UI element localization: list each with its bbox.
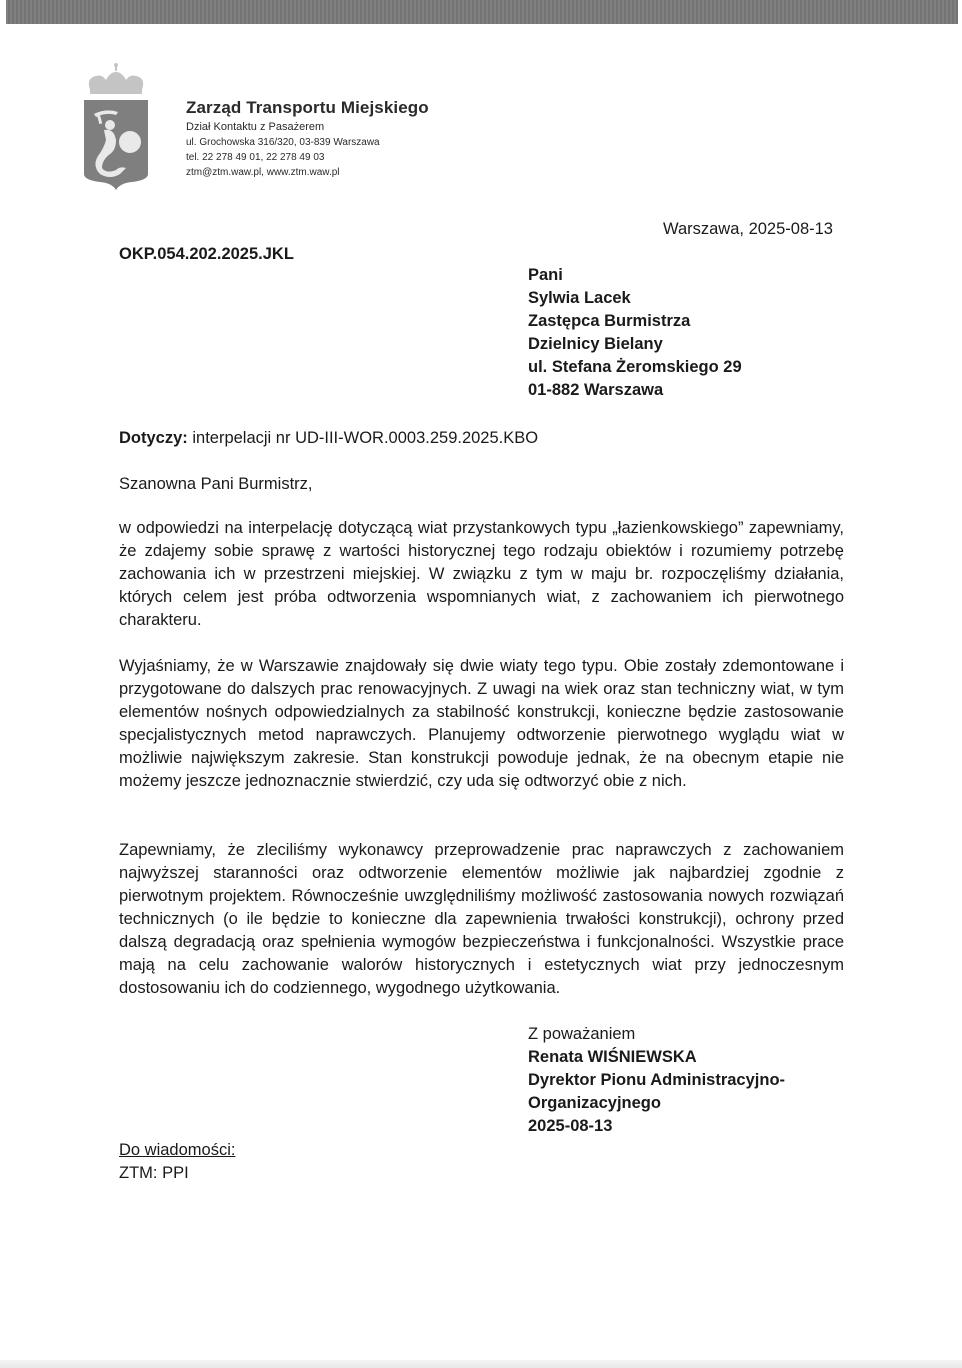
scan-border-top	[6, 0, 958, 24]
recipient-line: Pani	[528, 266, 563, 284]
signatory-title-continued: Organizacyjnego	[528, 1094, 661, 1112]
subject-text: interpelacji nr UD-III-WOR.0003.259.2025.KBO	[187, 429, 539, 447]
letterhead	[186, 98, 429, 180]
cc-recipients: ZTM: PPI	[119, 1164, 189, 1182]
body-paragraph: w odpowiedzi na interpelację dotyczącą wiat przystankowych typu „łazienkowskiego” zapewniamy, że zdajemy sobie sprawę z wartości historycznej tego rodzaju obiektów i rozumiemy potrzebę zachowania ich w przestrzeni miejskiej. W związku z tym w maju br. rozpoczęliśmy działania, których celem jest próba odtworzenia wspomnianych wiat, z zachowaniem ich pierwotnego charakteru.	[119, 519, 844, 629]
warsaw-coat-of-arms-mermaid-icon	[80, 62, 152, 190]
recipient-line: Sylwia Lacek	[528, 289, 631, 307]
organization-address: ul. Grochowska 316/320, 03-839 Warszawa	[186, 137, 380, 148]
recipient-block	[528, 264, 742, 402]
recipient-line: Dzielnicy Bielany	[528, 335, 663, 353]
recipient-line: Zastępca Burmistrza	[528, 312, 691, 330]
signatory-name: Renata WIŚNIEWSKA	[528, 1048, 697, 1066]
scan-border-bottom	[0, 1360, 962, 1368]
signatory-title: Dyrektor Pionu Administracyjno-	[528, 1071, 786, 1089]
department-name: Dział Kontaktu z Pasażerem	[186, 121, 325, 133]
cc-block	[119, 1139, 235, 1185]
signature-date: 2025-08-13	[528, 1117, 613, 1135]
cc-label: Do wiadomości:	[119, 1141, 236, 1159]
recipient-line: ul. Stefana Żeromskiego 29	[528, 358, 742, 376]
subject-line	[119, 427, 538, 450]
reference-number: OKP.054.202.2025.JKL	[119, 245, 294, 263]
recipient-line: 01-882 Warszawa	[528, 381, 664, 399]
place-date: Warszawa, 2025-08-13	[663, 220, 833, 238]
body-paragraph: Zapewniamy, że zleciliśmy wykonawcy przeprowadzenie prac naprawczych z zachowaniem najwyższej staranności oraz odtworzenie elementów możliwie jak najbardziej zgodnie z pierwotnym projektem. Równocześnie uwzględniliśmy możliwość zastosowania nowych rozwiązań technicznych (o ile będzie to konieczne dla zapewnienia trwałości konstrukcji), ochrony przed dalszą degradacją oraz spełnienia wymogów bezpieczeństwa i funkcjonalności. Wszystkie prace mają na celu zachowanie walorów historycznych i estetycznych wiat przy jednoczesnym dostosowaniu ich do codziennego, wygodnego użytkowania.	[119, 841, 844, 997]
signature-block	[528, 1023, 785, 1138]
signature-closing: Z poważaniem	[528, 1025, 636, 1043]
organization-phone: tel. 22 278 49 01, 22 278 49 03	[186, 152, 325, 163]
organization-contact: ztm@ztm.waw.pl, www.ztm.waw.pl	[186, 167, 340, 178]
subject-label: Dotyczy:	[119, 429, 188, 447]
salutation: Szanowna Pani Burmistrz,	[119, 475, 313, 493]
organization-name: Zarząd Transportu Miejskiego	[186, 98, 429, 117]
body-paragraph: Wyjaśniamy, że w Warszawie znajdowały się dwie wiaty tego typu. Obie zostały zdemontowane i przygotowane do dalszych prac renowacyjnych. Z uwagi na wiek oraz stan techniczny wiat, w tym elementów nośnych odpowiedzialnych za stabilność konstrukcji, konieczne będzie zastosowanie specjalistycznych metod naprawczych. Planujemy odtworzenie pierwotnego wyglądu wiat w możliwie największym zakresie. Stan konstrukcji powoduje jednak, że na obecnym etapie nie możemy jeszcze jednoznacznie stwierdzić, czy uda się odtworzyć obie z nich.	[119, 657, 844, 790]
